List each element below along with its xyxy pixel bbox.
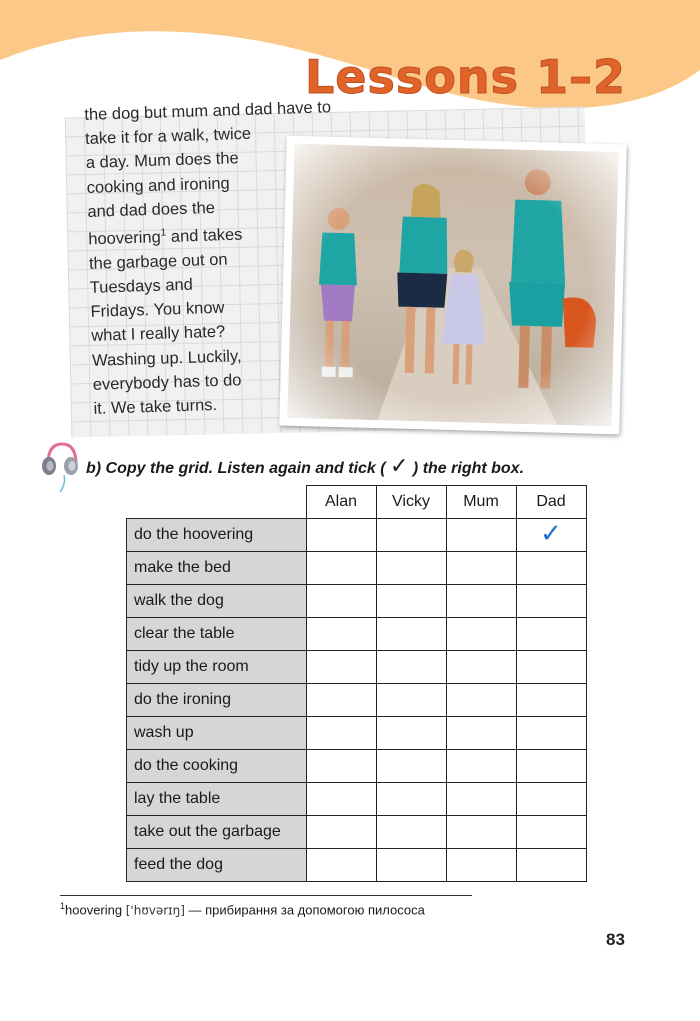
chore-label: do the cooking — [127, 750, 307, 783]
tick-box-mum[interactable] — [446, 717, 516, 750]
tick-box-vicky[interactable] — [376, 552, 446, 585]
tick-box-alan[interactable] — [306, 552, 376, 585]
tick-box-mum[interactable] — [446, 651, 516, 684]
table-row — [127, 684, 587, 717]
tick-symbol: ✓ — [390, 453, 409, 478]
tick-box-mum[interactable] — [446, 750, 516, 783]
chore-label: clear the table — [127, 618, 307, 651]
reading-line: what I really hate? — [91, 323, 226, 346]
tick-box-dad[interactable] — [516, 519, 586, 552]
tick-box-vicky[interactable] — [376, 783, 446, 816]
tick-box-dad[interactable] — [516, 849, 586, 882]
table-row — [127, 849, 587, 882]
tick-box-dad[interactable] — [516, 717, 586, 750]
table-row — [127, 519, 587, 552]
family-photo — [279, 136, 626, 435]
exercise-instruction — [86, 453, 524, 479]
instruction-text-end: ) the right box. — [412, 460, 525, 477]
chore-label: wash up — [127, 717, 307, 750]
tick-box-mum[interactable] — [446, 519, 516, 552]
chore-label: do the hoovering — [127, 519, 307, 552]
footnote-word: hoovering — [65, 902, 123, 918]
tick-box-dad[interactable] — [516, 783, 586, 816]
tick-box-alan[interactable] — [306, 519, 376, 552]
tick-box-vicky[interactable] — [376, 585, 446, 618]
tick-box-vicky[interactable] — [376, 651, 446, 684]
chore-label: tidy up the room — [127, 651, 307, 684]
tick-box-dad[interactable] — [516, 618, 586, 651]
tick-box-mum[interactable] — [446, 684, 516, 717]
table-row — [127, 816, 587, 849]
tick-box-alan[interactable] — [306, 750, 376, 783]
tick-box-vicky[interactable] — [376, 717, 446, 750]
headphones-icon — [38, 438, 82, 494]
tick-box-vicky[interactable] — [376, 750, 446, 783]
tick-box-vicky[interactable] — [376, 519, 446, 552]
column-header-mum: Mum — [446, 486, 516, 519]
tick-box-dad[interactable] — [516, 552, 586, 585]
footnote-rule — [60, 895, 472, 896]
tick-box-alan[interactable] — [306, 717, 376, 750]
reading-line: everybody has to do — [92, 370, 242, 394]
tick-box-dad[interactable] — [516, 585, 586, 618]
tick-box-vicky[interactable] — [376, 618, 446, 651]
chore-label: do the ironing — [127, 684, 307, 717]
tick-box-dad[interactable] — [516, 750, 586, 783]
chore-label: make the bed — [127, 552, 307, 585]
instruction-text-start: b) Copy the grid. Listen again and tick ( — [86, 460, 386, 477]
reading-line: take it for a walk, twice — [84, 124, 252, 149]
reading-line: Fridays. You know — [90, 298, 225, 322]
tick-box-dad[interactable] — [516, 816, 586, 849]
reading-line: cooking and ironing — [86, 174, 230, 197]
grid-corner — [127, 486, 307, 519]
grid-body — [127, 519, 587, 882]
table-row — [127, 750, 587, 783]
reading-line: the garbage out on — [88, 250, 228, 273]
reading-line: the dog but mum and dad have to — [84, 98, 332, 124]
table-row — [127, 717, 587, 750]
table-row — [127, 651, 587, 684]
tick-box-alan[interactable] — [306, 684, 376, 717]
tick-box-mum[interactable] — [446, 552, 516, 585]
tick-box-vicky[interactable] — [376, 684, 446, 717]
footnote — [60, 901, 425, 917]
tick-box-mum[interactable] — [446, 816, 516, 849]
page-number: 83 — [606, 930, 625, 949]
tick-box-mum[interactable] — [446, 849, 516, 882]
chore-label: take out the garbage — [127, 816, 307, 849]
column-header-vicky: Vicky — [376, 486, 446, 519]
table-row — [127, 552, 587, 585]
tick-box-mum[interactable] — [446, 618, 516, 651]
tick-box-mum[interactable] — [446, 585, 516, 618]
reading-line: a day. Mum does the — [85, 149, 239, 173]
reading-line-rest: and takes — [166, 225, 243, 246]
footnote-translation: — прибирання за допомогою пилососа — [184, 902, 425, 918]
reading-line: and dad does the — [87, 198, 216, 221]
hoovering-word: hoovering — [88, 228, 162, 249]
tick-box-dad[interactable] — [516, 684, 586, 717]
reading-line: Tuesdays and — [89, 275, 194, 297]
tick-box-alan[interactable] — [306, 651, 376, 684]
check-mark-icon: ✓ — [540, 518, 562, 548]
tick-box-mum[interactable] — [446, 783, 516, 816]
tick-box-alan[interactable] — [306, 783, 376, 816]
tick-box-alan[interactable] — [306, 618, 376, 651]
grid-header-row — [127, 486, 587, 519]
column-header-alan: Alan — [306, 486, 376, 519]
chores-grid — [126, 485, 587, 882]
tick-box-alan[interactable] — [306, 816, 376, 849]
chore-label: feed the dog — [127, 849, 307, 882]
tick-box-alan[interactable] — [306, 585, 376, 618]
table-row — [127, 783, 587, 816]
footnote-number: 1 — [60, 901, 66, 911]
tick-box-vicky[interactable] — [376, 816, 446, 849]
column-header-dad: Dad — [516, 486, 586, 519]
chore-label: lay the table — [127, 783, 307, 816]
chore-label: walk the dog — [127, 585, 307, 618]
footnote-transcription: ['hʊvərɪŋ] — [125, 903, 185, 918]
reading-line: it. We take turns. — [93, 395, 218, 418]
tick-box-dad[interactable] — [516, 651, 586, 684]
tick-box-alan[interactable] — [306, 849, 376, 882]
table-row — [127, 585, 587, 618]
tick-box-vicky[interactable] — [376, 849, 446, 882]
family-photo-image — [287, 144, 618, 426]
table-row — [127, 618, 587, 651]
lesson-title: Lessons 1–2 — [304, 50, 626, 104]
reading-line: Washing up. Luckily, — [91, 346, 242, 370]
footnote-marker: 1 — [160, 227, 167, 239]
